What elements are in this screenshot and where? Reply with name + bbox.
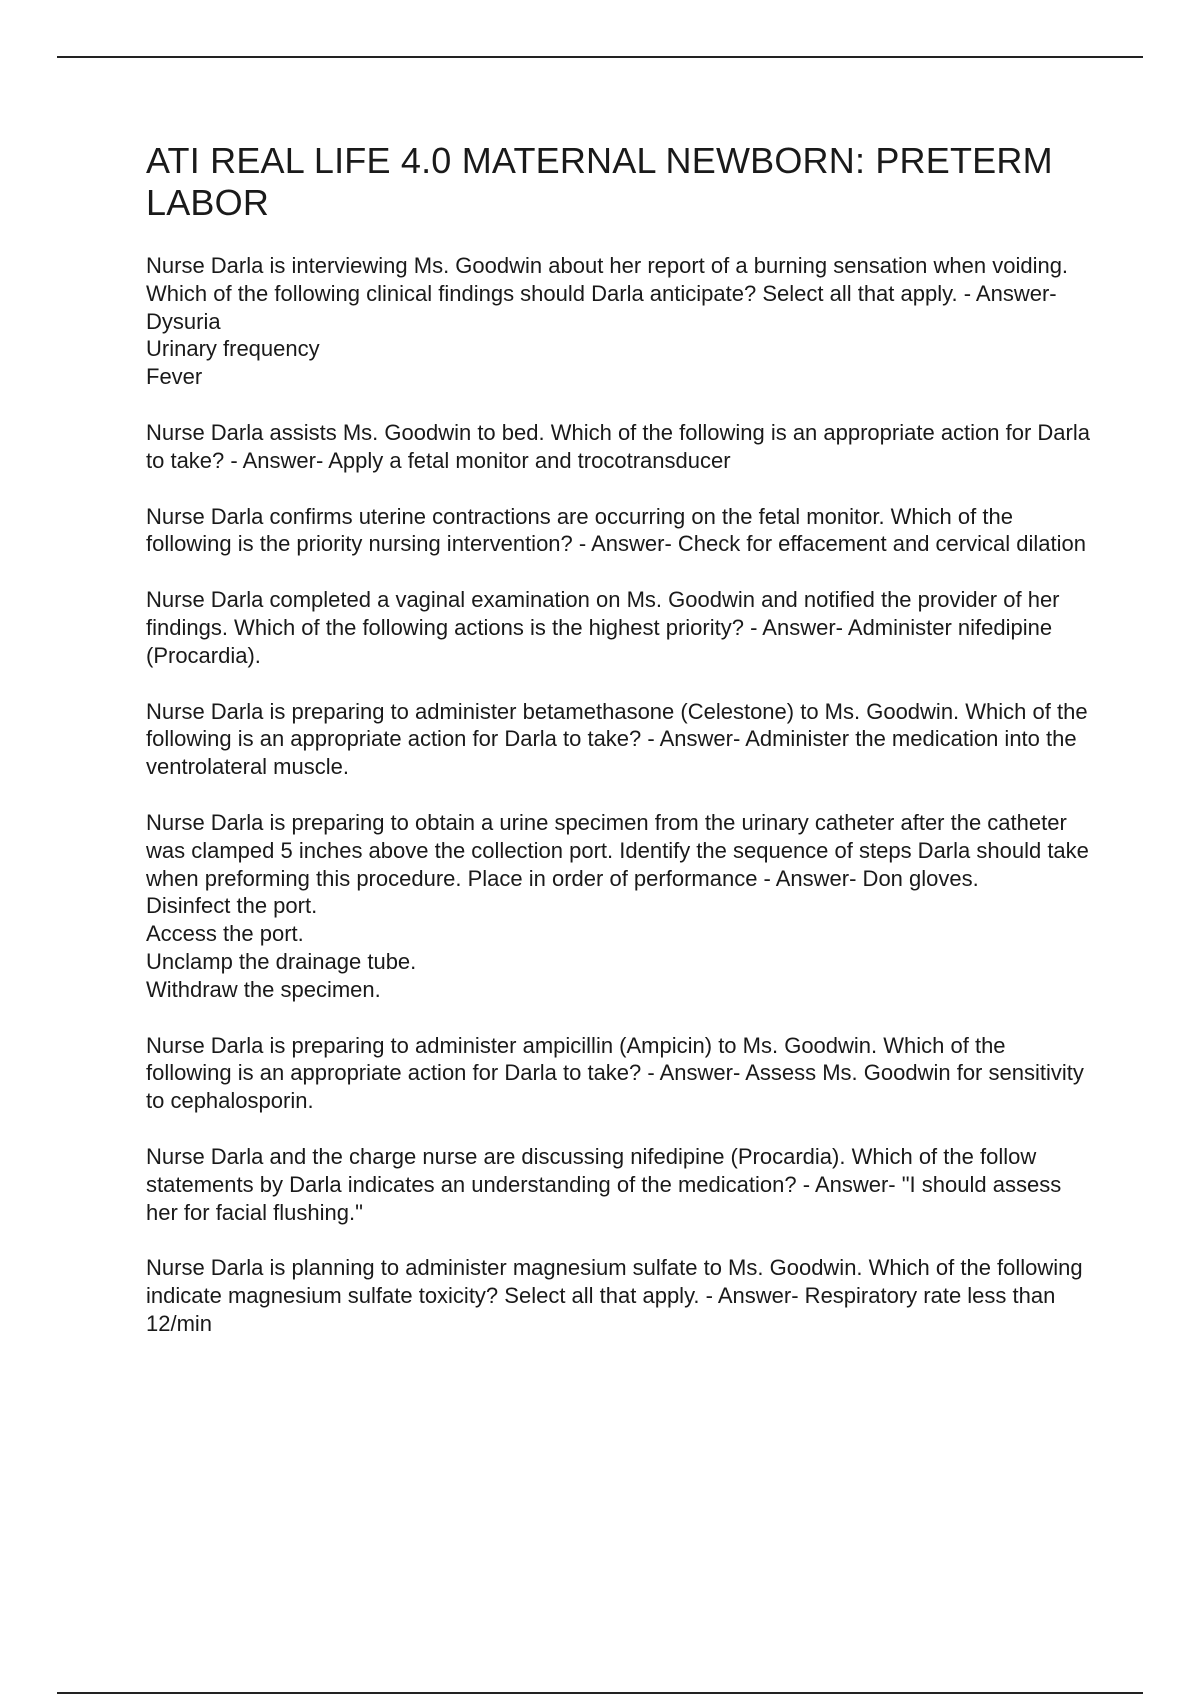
qa-text: Nurse Darla assists Ms. Goodwin to bed. Which of the following is an appropriate action for Darla to take? - Answer- Apply a fetal monitor and trocotransducer [146,419,1090,473]
qa-item [146,1143,1096,1226]
qa-item [146,809,1096,1004]
qa-item [146,1032,1096,1115]
qa-text: Nurse Darla is interviewing Ms. Goodwin about her report of a burning sensation when voiding. Which of the following clinical findings should Darla anticipate? Select all that apply. - Answer- Dysuria [146,253,1069,334]
qa-item [146,586,1096,669]
qa-text: Nurse Darla is preparing to obtain a urine specimen from the urinary catheter after the catheter was clamped 5 inches above the collection port. Identify the sequence of steps Darla should take when preforming this procedure. Place in order of performance - Answer- Don gloves. [146,809,1089,891]
qa-item [146,698,1096,781]
answer-line: Unclamp the drainage tube. [146,948,417,974]
qa-text: Nurse Darla is preparing to administer ampicillin (Ampicin) to Ms. Goodwin. Which of the following is an appropriate action for Darla to take? - Answer- Assess Ms. Goodwin for sensitivity to cephalosporin. [146,1032,1084,1114]
qa-item [146,1254,1096,1337]
bottom-divider [57,1692,1143,1694]
qa-text: Nurse Darla is planning to administer magnesium sulfate to Ms. Goodwin. Which of the following indicate magnesium sulfate toxicity? Select all that apply. - Answer- Respiratory rate less than 12/min [146,1255,1083,1336]
answer-line: Withdraw the specimen. [146,976,381,1002]
qa-text: Nurse Darla confirms uterine contractions are occurring on the fetal monitor. Which of the following is the priority nursing intervention? - Answer- Check for effacement and cervical dilation [146,503,1086,557]
document-title: ATI REAL LIFE 4.0 MATERNAL NEWBORN: PRETERM LABOR [146,140,1053,223]
answer-line: Disinfect the port. [146,893,318,919]
qa-text: Nurse Darla completed a vaginal examination on Ms. Goodwin and notified the provider of her findings. Which of the following actions is the highest priority? - Answer- Administer nifedipine (Procardia). [146,587,1060,668]
answer-line: Access the port. [146,921,304,947]
top-divider [57,56,1143,58]
qa-text: Nurse Darla is preparing to administer betamethasone (Celestone) to Ms. Goodwin. Which of the following is an appropriate action for Darla to take? - Answer- Administer the medication into the ventrolateral muscle. [146,698,1088,780]
qa-text: Nurse Darla and the charge nurse are discussing nifedipine (Procardia). Which of the follow statements by Darla indicates an understanding of the medication? - Answer- "I should assess her for facial flushing." [146,1143,1062,1225]
answer-line: Fever [146,364,203,390]
qa-item [146,252,1096,391]
qa-item [146,419,1096,475]
qa-item [146,503,1096,559]
answer-line: Urinary frequency [146,336,320,362]
document-body [146,140,1096,1366]
